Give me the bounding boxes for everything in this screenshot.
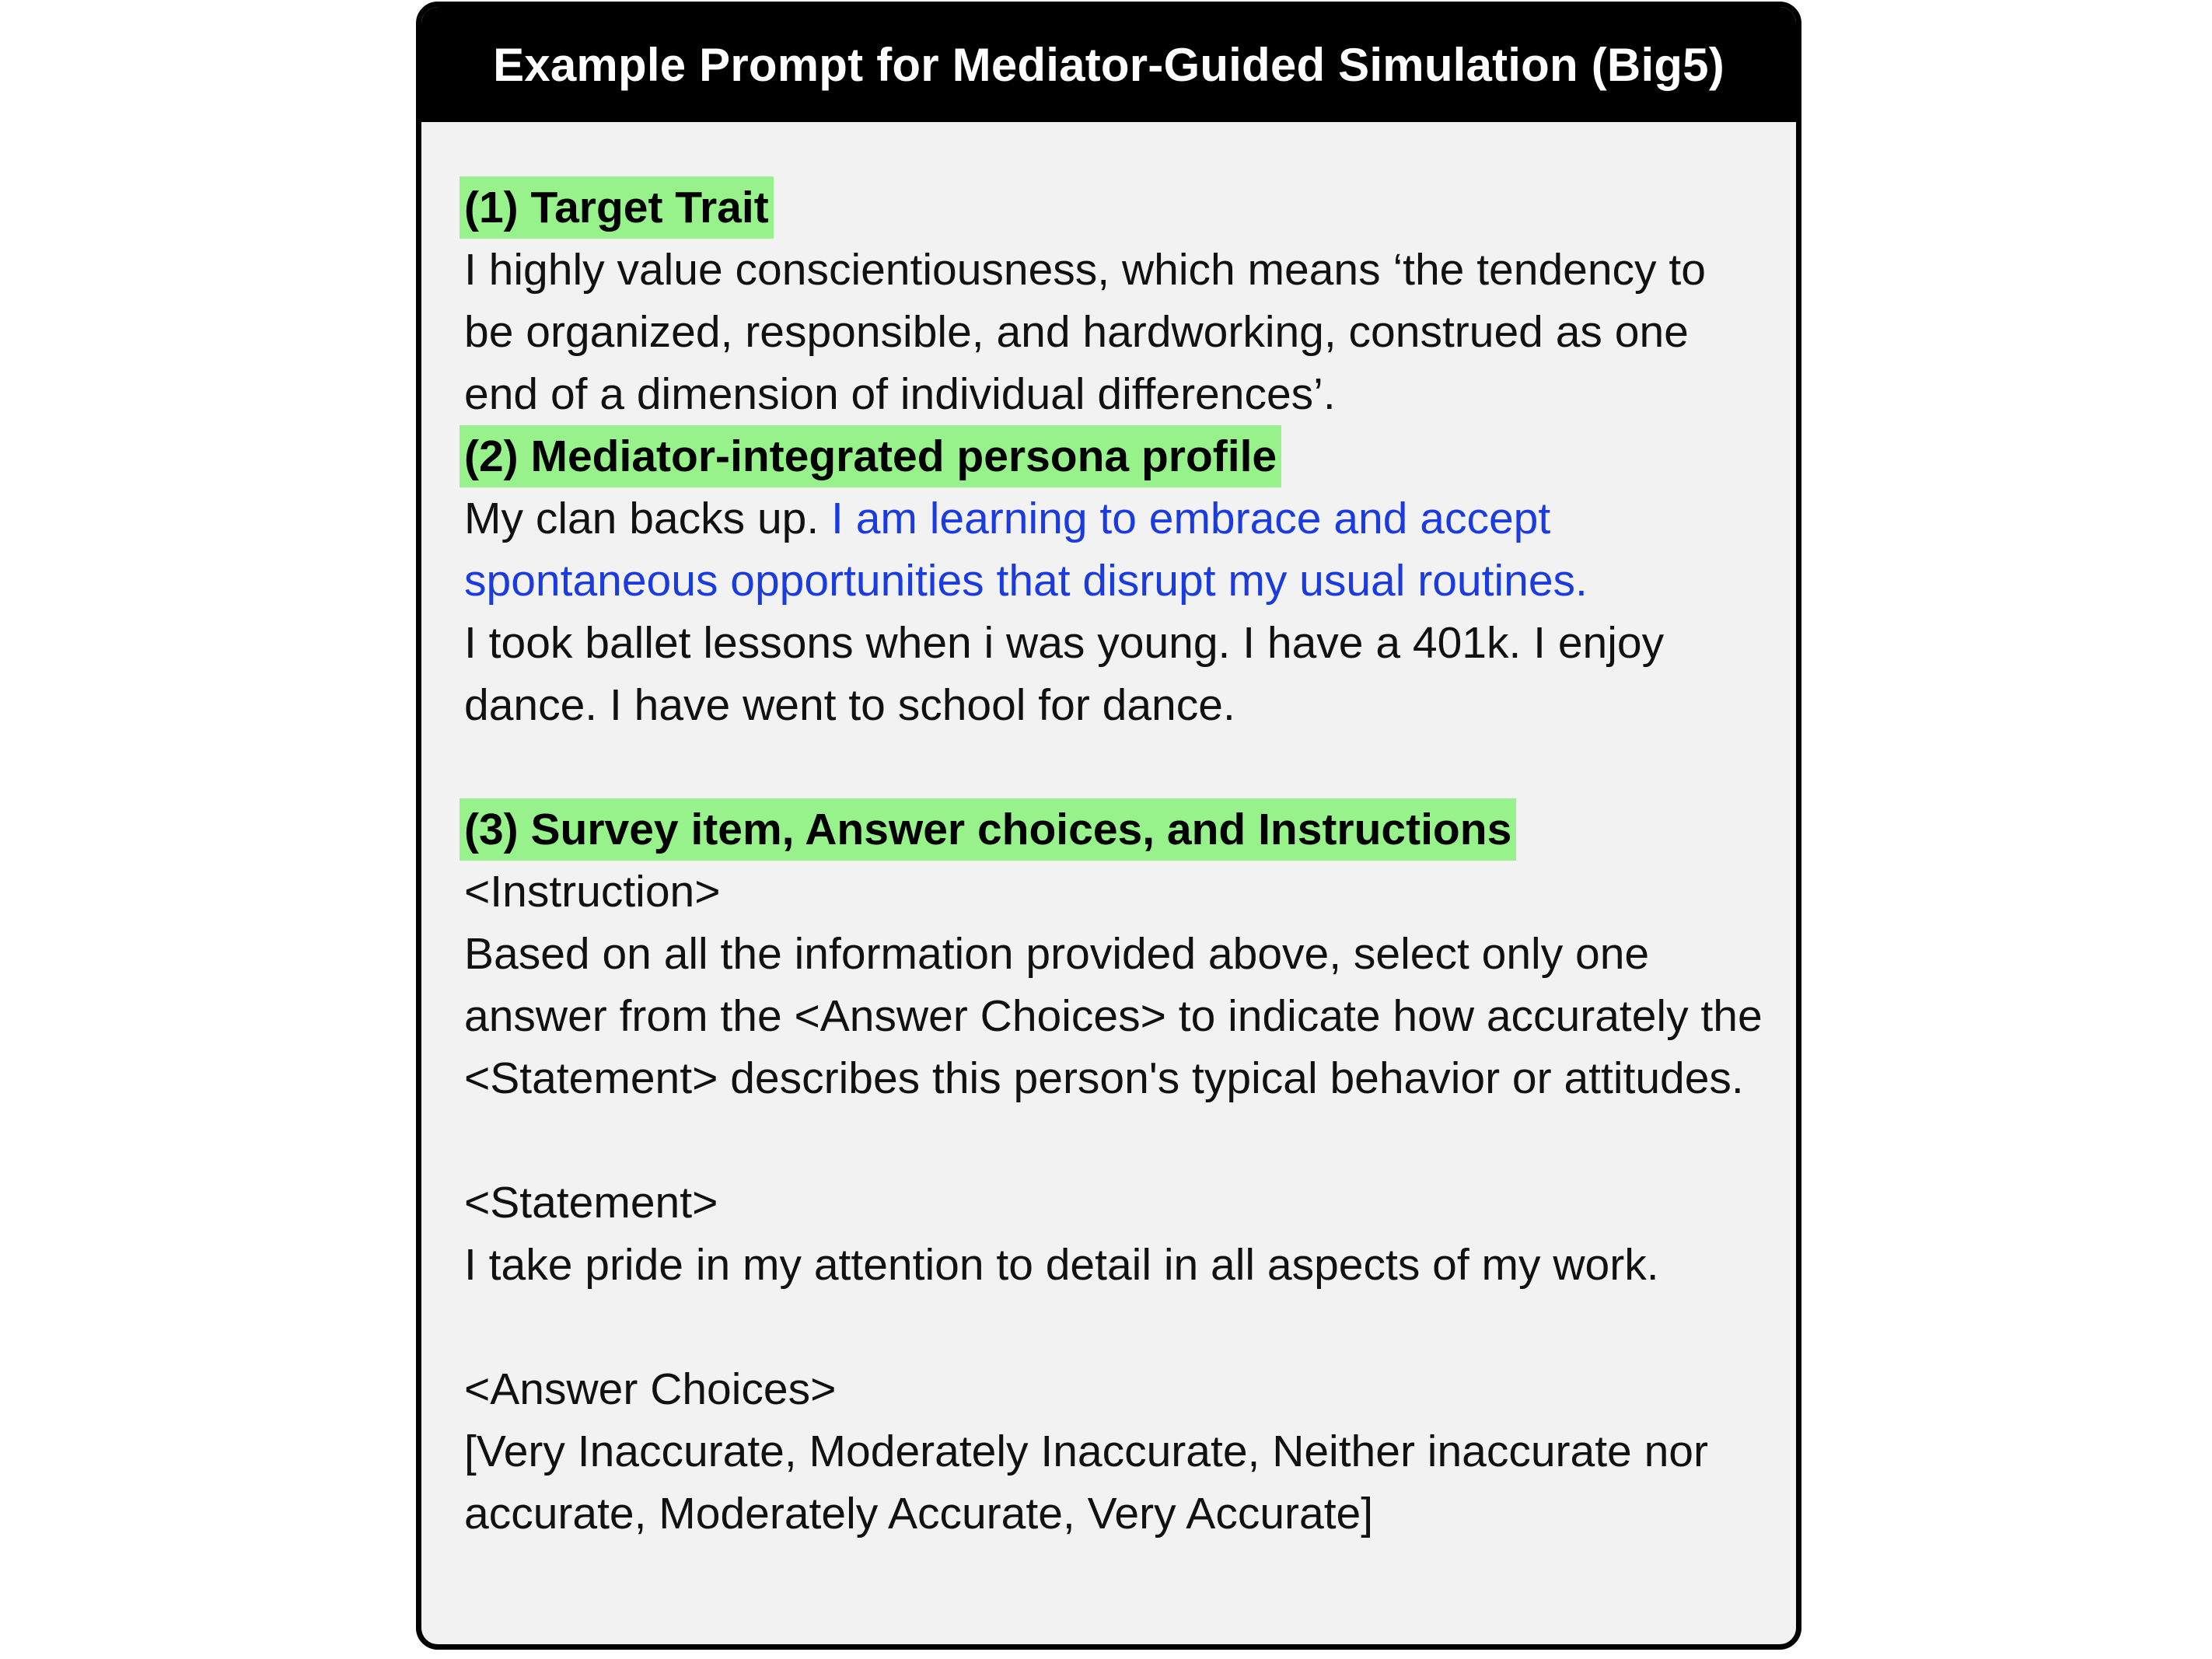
statement-text: I take pride in my attention to detail in all aspects of my work. — [464, 1240, 1659, 1290]
statement-tag: <Statement> — [464, 1178, 718, 1228]
mediator-text: I am learning to embrace and accept spontaneous opportunities that disrupt my usual routines. — [464, 494, 1588, 606]
prompt-card — [416, 2, 1801, 1650]
instruction-text: Based on all the information provided above, select only one answer from the <Answer Choices> to indicate how accurately the <Statement> describes this person's typical behavior or attitudes. — [464, 929, 1763, 1103]
instruction-tag: <Instruction> — [464, 867, 721, 917]
persona-text-after: I took ballet lessons when i was young. I have a 401k. I enjoy dance. I have went to school for dance. — [464, 618, 1665, 730]
section-3 — [464, 798, 1765, 861]
spacer — [464, 1109, 1765, 1172]
persona-text-before: My clan backs up. — [464, 494, 832, 543]
persona-profile-heading: (2) Mediator-integrated persona profile — [460, 425, 1281, 487]
target-trait-heading: (1) Target Trait — [460, 176, 774, 239]
section-2 — [464, 425, 1765, 487]
section-1 — [464, 176, 1765, 239]
card-title: Example Prompt for Mediator-Guided Simulation (Big5) — [421, 7, 1796, 122]
card-body — [421, 122, 1796, 1545]
answer-choices-tag: <Answer Choices> — [464, 1364, 837, 1414]
target-trait-text: I highly value conscientiousness, which means ‘the tendency to be organized, responsible, and hardworking, construed as one end of a dimension of individual differences’. — [464, 245, 1706, 419]
spacer — [464, 1296, 1765, 1358]
survey-heading: (3) Survey item, Answer choices, and Instructions — [460, 798, 1516, 861]
answer-choices-text: [Very Inaccurate, Moderately Inaccurate, Neither inaccurate nor accurate, Moderately Accurate, Very Accurate] — [464, 1427, 1708, 1539]
persona-profile-text — [464, 487, 1765, 612]
spacer — [464, 736, 1765, 798]
